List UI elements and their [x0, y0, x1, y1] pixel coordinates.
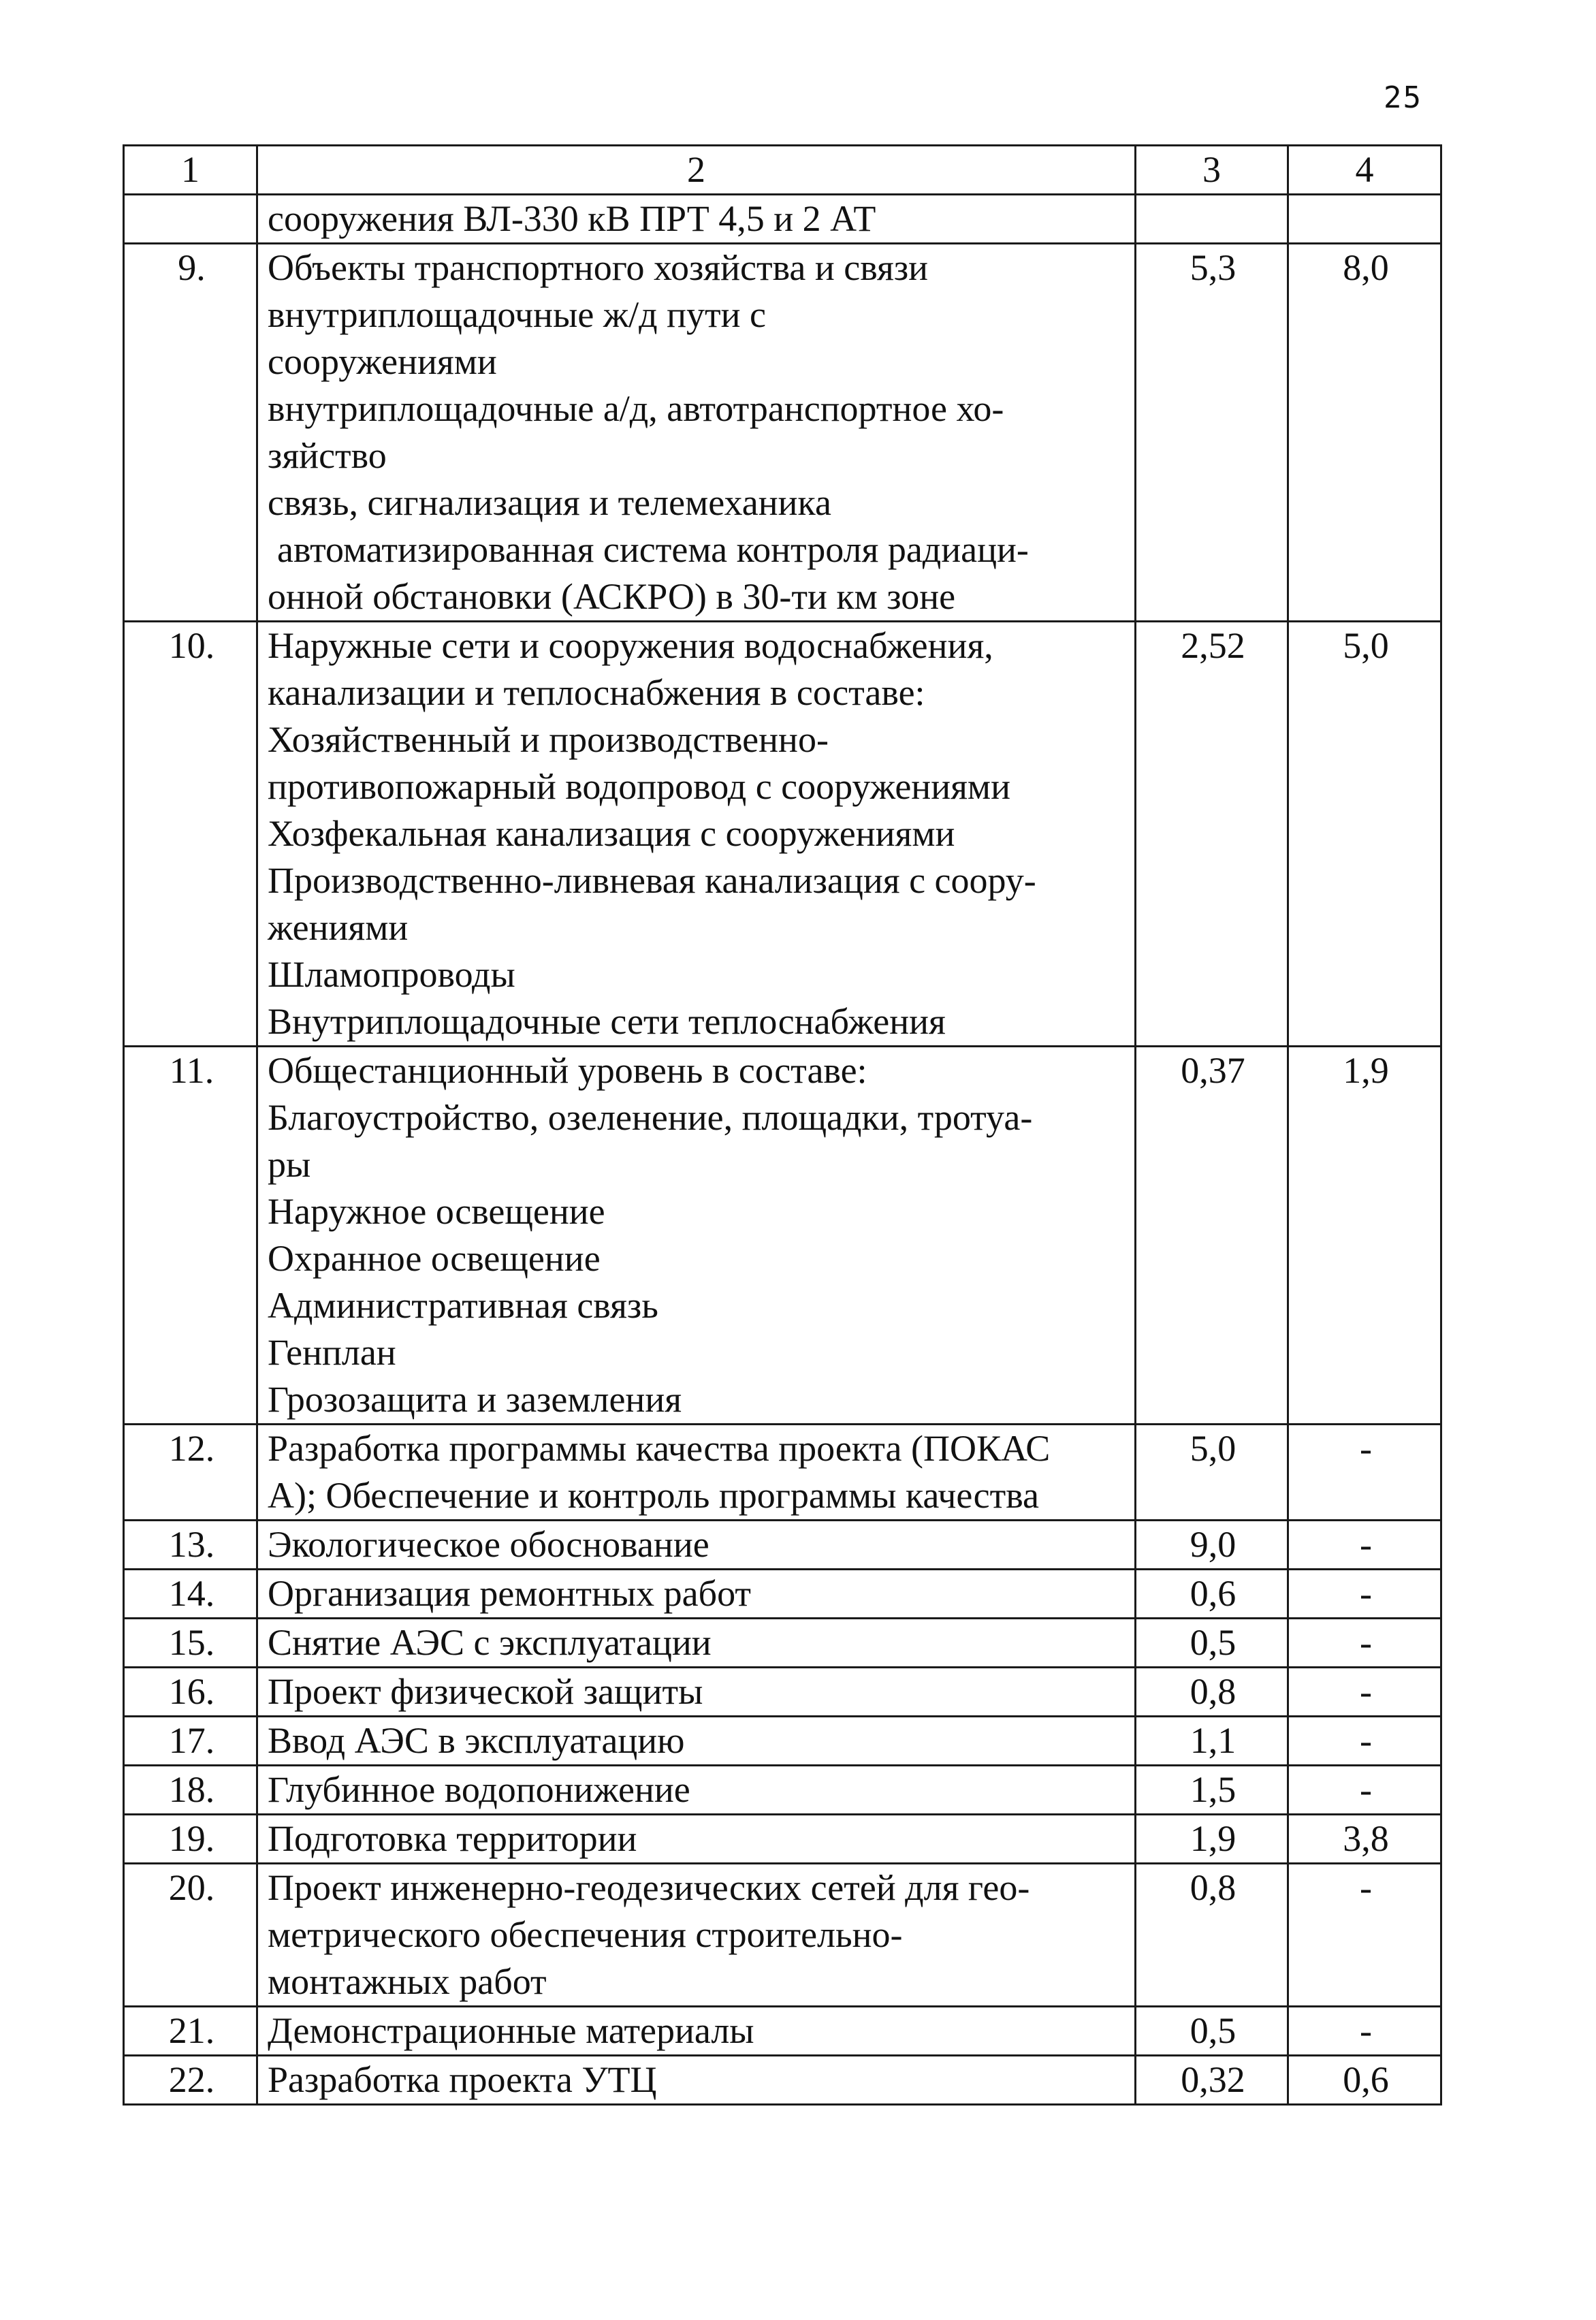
row-number-cell: 18.: [124, 1766, 257, 1815]
row-col4-value: 1,9: [1288, 1047, 1441, 1425]
row-description-cell: [257, 1619, 1136, 1668]
row-description-cell: [257, 622, 1136, 1047]
row-col3-value: 0,8: [1136, 1864, 1288, 2007]
row-col4-value: -: [1288, 1425, 1441, 1521]
description-line: Снятие АЭС с эксплуатации: [268, 1622, 712, 1663]
table-row: [124, 1570, 1441, 1619]
row-col4-value: -: [1288, 2007, 1441, 2056]
description-line: Наружные сети и сооружения водоснабжения,: [268, 625, 993, 666]
description-line: Административная связь: [268, 1285, 658, 1326]
row-description-cell: [257, 2056, 1136, 2105]
description-line: Общестанционный уровень в составе:: [268, 1050, 867, 1091]
table-row: [124, 1864, 1441, 2007]
description-line: Охранное освещение: [268, 1238, 601, 1279]
description-line: Разработка проекта УТЦ: [268, 2059, 657, 2100]
description-line: Глубинное водопонижение: [268, 1769, 690, 1810]
description-line: внутриплощадочные ж/д пути с: [268, 294, 766, 335]
description-line: монтажных работ: [268, 1961, 547, 2002]
row-col4-value: 0,6: [1288, 2056, 1441, 2105]
description-line: ры: [268, 1144, 311, 1185]
table-row: [124, 2056, 1441, 2105]
row-col4-value: [1288, 195, 1441, 244]
description-line: Организация ремонтных работ: [268, 1573, 751, 1614]
description-line: Подготовка территории: [268, 1818, 637, 1859]
row-number-cell: 22.: [124, 2056, 257, 2105]
row-description-cell: [257, 195, 1136, 244]
row-col4-value: -: [1288, 1717, 1441, 1766]
row-description-cell: [257, 1766, 1136, 1815]
row-number-cell: 16.: [124, 1668, 257, 1717]
header-col-3: 3: [1136, 146, 1288, 195]
row-description-cell: [257, 1521, 1136, 1570]
row-col4-value: 5,0: [1288, 622, 1441, 1047]
row-number-cell: 10.: [124, 622, 257, 1047]
description-line: онной обстановки (АСКРО) в 30-ти км зоне: [268, 576, 956, 617]
row-col3-value: 0,5: [1136, 1619, 1288, 1668]
row-col3-value: [1136, 195, 1288, 244]
row-description-cell: [257, 1425, 1136, 1521]
table-row: [124, 244, 1441, 622]
header-col-4: 4: [1288, 146, 1441, 195]
row-col3-value: 0,8: [1136, 1668, 1288, 1717]
row-description-cell: [257, 1047, 1136, 1425]
row-col3-value: 0,37: [1136, 1047, 1288, 1425]
header-col-2: 2: [257, 146, 1136, 195]
row-col3-value: 1,9: [1136, 1815, 1288, 1864]
description-line: Разработка программы качества проекта (ПОКАС: [268, 1428, 1051, 1469]
description-line: Генплан: [268, 1332, 396, 1373]
table-row: [124, 622, 1441, 1047]
row-number-cell: 15.: [124, 1619, 257, 1668]
row-description-cell: [257, 1717, 1136, 1766]
row-col3-value: 1,1: [1136, 1717, 1288, 1766]
description-line: метрического обеспечения строительно-: [268, 1914, 903, 1955]
cost-table: [123, 144, 1442, 2106]
row-description-cell: [257, 1864, 1136, 2007]
row-number-cell: 13.: [124, 1521, 257, 1570]
table-row: [124, 1766, 1441, 1815]
table-row: [124, 1521, 1441, 1570]
description-line: жениями: [268, 907, 409, 948]
description-line: Хозяйственный и производственно-: [268, 719, 829, 760]
table-row: [124, 1425, 1441, 1521]
row-number-cell: 11.: [124, 1047, 257, 1425]
row-col4-value: -: [1288, 1521, 1441, 1570]
table-row: [124, 1668, 1441, 1717]
description-line: Объекты транспортного хозяйства и связи: [268, 247, 929, 288]
row-col3-value: 1,5: [1136, 1766, 1288, 1815]
row-col4-value: -: [1288, 1864, 1441, 2007]
table-header-row: [124, 146, 1441, 195]
table-row: [124, 1619, 1441, 1668]
description-line: связь, сигнализация и телемеханика: [268, 482, 831, 523]
table-body: [124, 146, 1441, 2105]
description-line: Демонстрационные материалы: [268, 2010, 754, 2051]
row-description-cell: [257, 1815, 1136, 1864]
description-line: Шламопроводы: [268, 954, 515, 995]
description-line: Благоустройство, озеленение, площадки, тротуа-: [268, 1097, 1033, 1138]
row-description-cell: [257, 2007, 1136, 2056]
row-number-cell: [124, 195, 257, 244]
row-number-cell: 20.: [124, 1864, 257, 2007]
description-line: Ввод АЭС в эксплуатацию: [268, 1720, 685, 1761]
row-col4-value: -: [1288, 1668, 1441, 1717]
description-line: автоматизированная система контроля радиаци-: [277, 529, 1029, 570]
row-col3-value: 9,0: [1136, 1521, 1288, 1570]
description-line: внутриплощадочные а/д, автотранспортное хо-: [268, 388, 1004, 429]
row-col4-value: 3,8: [1288, 1815, 1441, 1864]
description-line: канализации и теплоснабжения в составе:: [268, 672, 925, 713]
description-line: противопожарный водопровод с сооружениями: [268, 766, 1010, 807]
table-row: [124, 1047, 1441, 1425]
row-col3-value: 2,52: [1136, 622, 1288, 1047]
row-col3-value: 5,0: [1136, 1425, 1288, 1521]
row-col3-value: 5,3: [1136, 244, 1288, 622]
row-description-cell: [257, 244, 1136, 622]
page-number: 25: [1384, 80, 1422, 115]
description-line: Внутриплощадочные сети теплоснабжения: [268, 1001, 946, 1042]
row-col3-value: 0,5: [1136, 2007, 1288, 2056]
description-line: сооружения ВЛ-330 кВ ПРТ 4,5 и 2 АТ: [268, 198, 876, 239]
row-number-cell: 14.: [124, 1570, 257, 1619]
row-number-cell: 12.: [124, 1425, 257, 1521]
description-line: Грозозащита и заземления: [268, 1379, 682, 1420]
row-col4-value: -: [1288, 1570, 1441, 1619]
row-col4-value: -: [1288, 1766, 1441, 1815]
table-row: [124, 2007, 1441, 2056]
row-col4-value: -: [1288, 1619, 1441, 1668]
description-line: А); Обеспечение и контроль программы качества: [268, 1475, 1039, 1516]
description-line: зяйство: [268, 435, 387, 476]
table-row: [124, 195, 1441, 244]
row-description-cell: [257, 1668, 1136, 1717]
table-row: [124, 1717, 1441, 1766]
row-col3-value: 0,6: [1136, 1570, 1288, 1619]
description-line: Экологическое обоснование: [268, 1524, 709, 1565]
table-row: [124, 1815, 1441, 1864]
description-line: Наружное освещение: [268, 1191, 605, 1232]
row-col3-value: 0,32: [1136, 2056, 1288, 2105]
description-line: Хозфекальная канализация с сооружениями: [268, 813, 955, 854]
description-line: Проект инженерно-геодезических сетей для гео-: [268, 1867, 1030, 1908]
row-col4-value: 8,0: [1288, 244, 1441, 622]
description-line: сооружениями: [268, 341, 497, 382]
description-line: Проект физической защиты: [268, 1671, 703, 1712]
row-description-cell: [257, 1570, 1136, 1619]
row-number-cell: 9.: [124, 244, 257, 622]
row-number-cell: 17.: [124, 1717, 257, 1766]
row-number-cell: 21.: [124, 2007, 257, 2056]
row-number-cell: 19.: [124, 1815, 257, 1864]
header-col-1: 1: [124, 146, 257, 195]
description-line: Производственно-ливневая канализация с соору-: [268, 860, 1036, 901]
